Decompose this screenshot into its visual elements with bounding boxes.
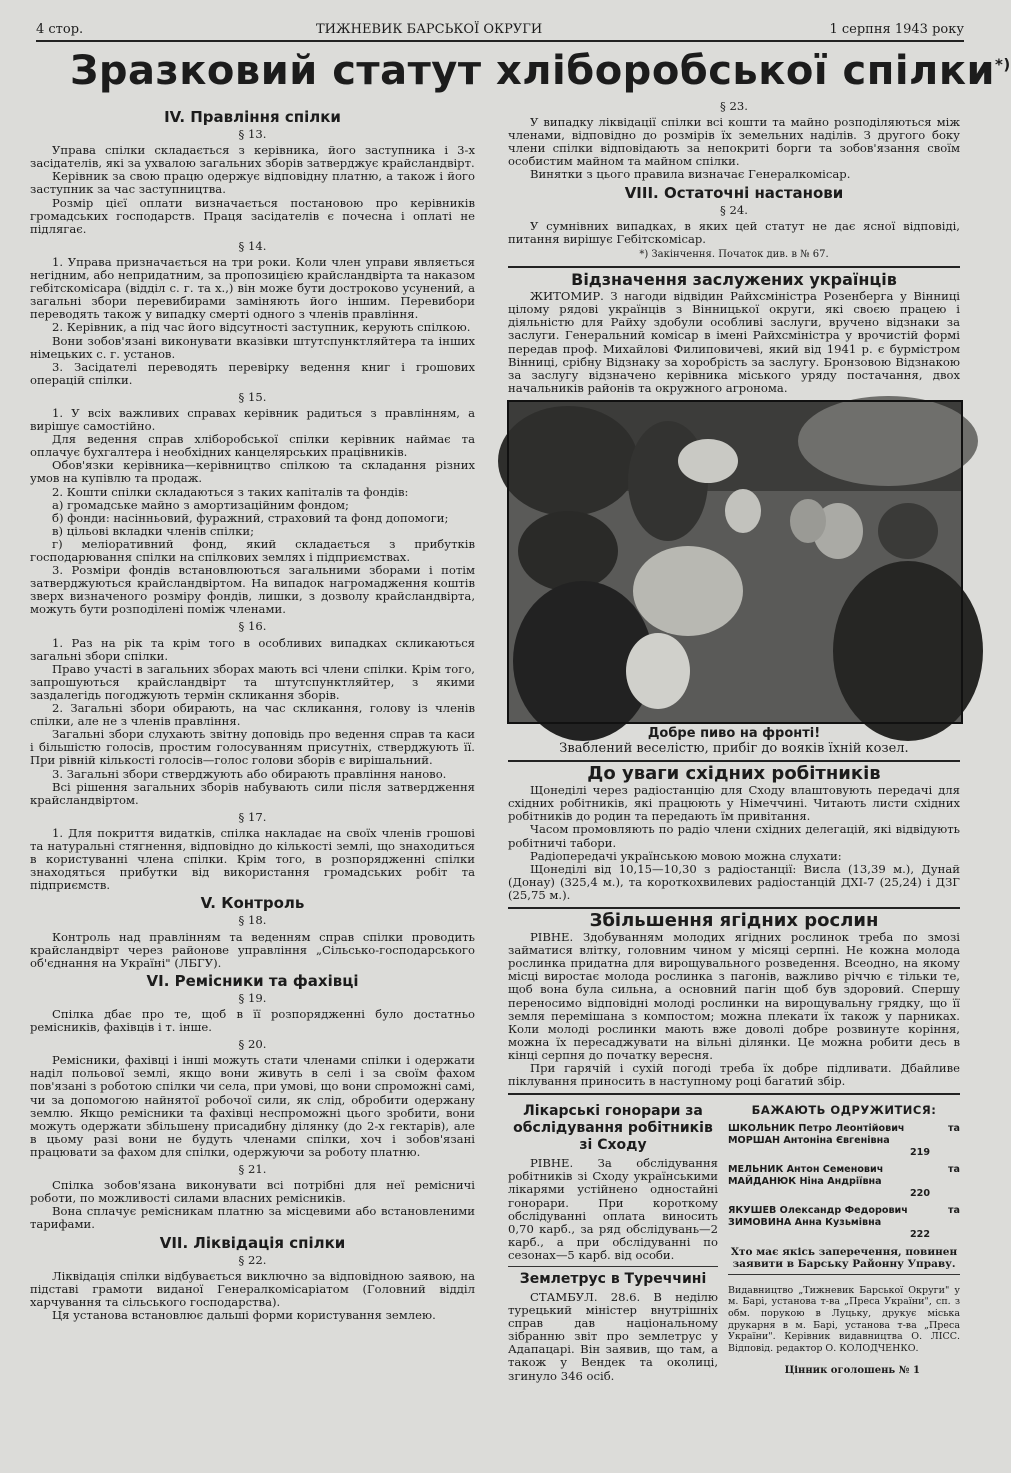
article-text: РІВНЕ. Здобуванням молодих ягідних рослинок треба по змозі займатися влітку, головним чином у місяці серпні. Не кожна молода рослинка придатна для вирощувального розведення. Всеодно, на якому місці виростає молода рослинка з пагонів, важливо річчю є тільки те, щоб вона була сильна, а основний пагін щоб був здоровий. Спершу переносимо відповідні молоді рослинки на вирощувальну грядку, що її земля перемішана з компостом; можна плекати їх також у парниках. Коли молоді рослинки мають вже доволі добре розвинуте коріння, можна їх пересаджувати на вільні ділянки. Це можна робити десь в кінці серпня до початку вересня.	[508, 930, 960, 1062]
paragraph-number: § 20.	[238, 1037, 267, 1052]
photo-bucket	[678, 439, 738, 483]
photo-soldier-right	[833, 561, 983, 741]
article-text: РІВНЕ. За обслідування робітників зі Сходу українськими лікарями устійнено одностайні гонорари. При короткому обслідуванні оплата виносить 0,70 карб., за ряд обслідувань—2 карб., а при обслідуванні по сезонах—5 карб. від особи.	[508, 1156, 718, 1262]
photo-face	[790, 499, 826, 543]
entry-number: 219	[909, 1147, 930, 1159]
left-column	[30, 106, 475, 1322]
bride-name: МАЙДАНЮК Ніна Андріївна	[728, 1176, 882, 1188]
fees-headline: Лікарські гонорари за обслідування робітників зі Сходу	[513, 1103, 713, 1154]
issue-date: 1 серпня 1943 року	[829, 22, 964, 37]
article-text: Право участі в загальних зборах мають всі члени спілки. Крім того, запрошуються крайсландвірт та штутспунктляйтер, з якими заздалегідь погоджують термін скликання зборів.	[30, 661, 475, 702]
entry-number: 220	[909, 1188, 930, 1200]
photo-helmet	[518, 511, 618, 591]
groom-name: МЕЛЬНИК Антон Семенович	[728, 1164, 884, 1176]
article-text: 2. Загальні збори обирають, на час скликання, голову із членів спілки, але не з членів правління.	[30, 701, 475, 729]
divider	[508, 760, 960, 762]
photo-image	[508, 401, 962, 723]
photo-goat	[633, 546, 743, 636]
bottom-right-column	[728, 1100, 960, 1382]
paragraph-number: § 15.	[238, 389, 267, 404]
article-text: 1. У всіх важливих справах керівник радиться з правлінням, а вирішує самостійно.	[30, 405, 475, 434]
paragraph-number: § 13.	[238, 127, 267, 142]
right-column	[508, 96, 960, 1383]
bride-name: МОРШАН Антоніна Євгенівна	[728, 1135, 890, 1147]
newspaper-title: ТИЖНЕВИК БАРСЬКОЇ ОКРУГИ	[316, 22, 543, 37]
divider	[728, 1274, 960, 1275]
conjunction: та	[947, 1164, 960, 1176]
article-text: Всі рішення загальних зборів набувають сили після затвердження крайсландвіртом.	[30, 779, 475, 807]
article-text: Щонеділі від 10,15—10,30 з радіостанції: Висла (13,39 м.), Дунай (Донау) (325,4 м.), та короткохвилевих радіостанцій ДХІ-7 (25,24) і ДЗГ (25,75 м.).	[508, 861, 960, 902]
paragraph-number: § 23.	[720, 99, 748, 113]
article-text: б) фонди: насінньовий, фуражний, страховий та фонд допомоги;	[52, 510, 449, 525]
article-text: Щонеділі через радіостанцію для Сходу влаштовують передачі для східних робітників, які працюють у Німеччині. Читають листи східних робітників до родин та передають їм привітання.	[508, 783, 960, 824]
article-text: г) меліоративний фонд, який складається з прибутків господарювання спілки на спілкових землях і підприємствах.	[30, 536, 475, 564]
article-text: Контроль над правлінням та веденням справ спілки проводить крайсландвірт через районове управління „Сільсько-господарського об'єднання на Україні" (ЛБГУ).	[30, 929, 475, 970]
photo-caption-title: Добре пиво на фронті!	[647, 725, 821, 741]
article-text: Вони зобов'язані виконувати вказівки штутспунктляйтера та інших німецьких с. г. установ.	[30, 333, 475, 361]
paragraph-number: § 18.	[238, 913, 267, 928]
section-heading: V. Контроль	[200, 894, 305, 913]
article-text: Ця установа встановлює дальші форми користування землею.	[52, 1307, 436, 1322]
marriage-entry	[728, 1123, 960, 1159]
article-text: Керівник за свою працю одержує відповідну платню, а також і його заступник за час заступництва.	[30, 169, 475, 197]
main-headline: Зразковий статут хліборобської спілки*)	[70, 48, 1011, 94]
photo-face	[725, 489, 761, 533]
article-text: Загальні збори слухають звітну доповідь про ведення справ та каси і більшістю голосів, простим голосуванням присутніх, стверджують її. При рівній кількості голосів—голос голови зборів є вирішальний.	[30, 727, 475, 768]
photo-sky-patch	[798, 396, 978, 486]
article-text: Для ведення справ хліборобської спілки керівник наймає та оплачує бухгалтера і необхідних канцелярських працівників.	[30, 432, 475, 460]
article-text: Розмір цієї оплати визначається постановою про керівників громадських господарств. Праця засідателів є почесна і оплаті не підлягає.	[30, 195, 475, 236]
quake-headline: Землетрус в Туреччині	[519, 1270, 707, 1287]
groom-name: ЯКУШЕВ Олександр Федорович	[728, 1205, 908, 1217]
groom-name: ШКОЛЬНИК Петро Леонтійович	[728, 1123, 905, 1135]
article-text: Управа спілки складається з керівника, його заступника і 3-х засідателів, які за ухвалою загальних зборів затверджує крайсландвірт.	[30, 143, 475, 171]
article-text: 2. Кошти спілки складаються з таких капіталів та фондів:	[52, 484, 409, 499]
divider	[508, 1266, 718, 1267]
paragraph-number: § 19.	[238, 990, 267, 1005]
article-text: 2. Керівник, а під час його відсутності заступник, керують спілкою.	[52, 320, 471, 335]
article-text: Часом промовляють по радіо члени східних делегацій, які відвідують робітничі табори.	[508, 822, 960, 850]
section-heading: IV. Правління спілки	[164, 108, 341, 126]
paragraph-number: § 14.	[238, 238, 267, 253]
article-text: 1. Управа призначається на три роки. Коли член управи являється негідним, або непридатним, за пропозицією крайсландвірта та наказом гебітскомісара (відділ с. г. та х.,) він може бути достроково усунений, а загальні збори перевибирами заміняють його іншим. Перевибори переводять також у випадку смерті одного з членів правління.	[30, 254, 475, 322]
publisher-info: Видавництво „Тижневик Барської Округи" у м. Барі, установа т-ва „Преса України", сп. з обм. порукою в Луцьку, друкує міська друкарня в м. Барі, установа т-ва „Преса України". Керівник видавництва О. ЛІСС. Відповід. редактор О. КОЛОДЧЕНКО.	[728, 1284, 960, 1354]
article-text: Спілка зобов'язана виконувати всі потрібні для неї ремісничі роботи, по можливості силами власних ремісників.	[30, 1178, 475, 1206]
divider	[508, 266, 960, 268]
paragraph-number: § 22.	[238, 1252, 267, 1267]
article-text: При гарячій і сухій погоді треба їх добре підливати. Дбайливе піклування приносить в наступному році багатий збір.	[508, 1061, 960, 1089]
section-heading: VI. Ремісники та фахівці	[146, 971, 359, 990]
article-text: Спілка дбає про те, щоб в її розпорядженні було достатньо ремісників, фахівців і т. інше.	[30, 1007, 475, 1035]
paragraph-number: § 21.	[238, 1162, 267, 1177]
ad-price: Цінник оголошень № 1	[784, 1364, 920, 1376]
article-text: Обов'язки керівника—керівництво спілкою та складання різних умов на купівлю та продаж.	[30, 458, 475, 486]
marriage-note: Хто має якісь заперечення, повинен заявити в Барську Районну Управу.	[730, 1246, 958, 1271]
article-text: 3. Розміри фондів встановлюються загальними зборами і потім затверджуються крайсландвіртом. На випадок нагромадження коштів зверх визначеного розміру фондів, лишки, з дозволу крайсландвірта, можуть бути розподілені поміж членами.	[30, 563, 475, 617]
paragraph-number: § 16.	[238, 619, 267, 634]
marriage-entry	[728, 1205, 960, 1241]
article-text: 1. Для покриття видатків, спілка накладає на своїх членів грошові та натуральні стягнення, відповідно до кількості землі, що знаходиться в користуванні члена спілки. Крім того, в розпорядженні спілки знаходяться прибутки від використання громадських робіт та підприємств.	[30, 825, 475, 893]
bottom-left-column	[508, 1100, 718, 1382]
conjunction: та	[947, 1205, 960, 1217]
section-heading: VIII. Остаточні настанови	[624, 183, 844, 202]
bottom-section	[508, 1100, 960, 1382]
page-header	[36, 22, 964, 42]
article-text: Радіопередачі українською мовою можна слухати:	[530, 848, 842, 863]
article-text: ЖИТОМИР. З нагоди відвідин Райхсміністра Розенберга у Вінниці цілому рядові українців з Вінницької округи, які своєю працею і діяльністю для Райху здобули особливі заслуги, вручено відзнаки за заслуги. Генеральний комісар в імені Райхсміністра у врочистій формі передав проф. Михайлові Филиповичеві, який від 1941 р. є бурмістром Вінниці, срібну Відзнаку за хоробрість за заслугу. Бронзовою Відзнакою за заслугу відзначено керівника міського уряду постачання, двох начальників районів та окружного агронома.	[508, 289, 960, 395]
paragraph-number: § 24.	[720, 202, 748, 217]
award-headline: Відзначення заслужених українців	[571, 270, 897, 290]
bride-name: ЗИМОВИНА Анна Кузьмівна	[728, 1217, 882, 1229]
footnote: *) Закінчення. Початок див. в № 67.	[639, 248, 829, 260]
article-text: Винятки з цього правила визначає Генералкомісар.	[530, 167, 851, 182]
divider	[508, 907, 960, 909]
page-number: 4 стор.	[36, 22, 84, 37]
workers-headline: До уваги східних робітників	[587, 763, 881, 785]
article-text: СТАМБУЛ. 28.6. В неділю турецький міністер внутрішніх справ дав національному зібранню звіт про землетрус у Адапацарі. Він заявив, що там, а також у Вендек та околиці, згинуло 346 осіб.	[508, 1289, 718, 1383]
article-text: а) громадське майно з амортизаційним фондом;	[52, 497, 349, 512]
article-text: У сумнівних випадках, в яких цей статут не дає ясної відповіді, питання вирішує Гебітскомісар.	[508, 218, 960, 246]
footnote-mark: *)	[995, 55, 1011, 74]
photo-tree	[498, 406, 638, 516]
conjunction: та	[947, 1123, 960, 1135]
article-text: 3. Засідателі переводять перевірку ведення книг і грошових операцій спілки.	[30, 359, 475, 387]
article-text: в) цільові вкладки членів спілки;	[52, 523, 255, 538]
entry-number: 222	[909, 1229, 930, 1241]
photo-cap	[878, 503, 938, 559]
section-heading: VII. Ліквідація спілки	[159, 1233, 346, 1252]
article-text: У випадку ліквідації спілки всі кошти та майно розподіляються між членами, відповідно до розмірів їх земельних наділів. З другого боку члени спілки відповідають за непокриті борги та зобов'язання своїм особистим майном та майном спілки.	[508, 115, 960, 169]
article-text: 1. Раз на рік та крім того в особливих випадках скликаються загальні збори спілки.	[30, 635, 475, 663]
berries-headline: Збільшення ягідних рослин	[589, 910, 879, 931]
article-text: Вона сплачує ремісникам платню за місцевими або встановленими тарифами.	[30, 1204, 475, 1232]
photo-caption: Зваблений веселістю, прибіг до вояків їхній козел.	[559, 740, 909, 756]
paragraph-number: § 17.	[238, 809, 267, 824]
article-text: Ліквідація спілки відбувається виключно за відповідною заявою, на підставі грамоти виданої Генералкомісаріатом (Головний відділ харчування та сільського господарства).	[30, 1268, 475, 1309]
photo-soldiers-goat	[508, 401, 962, 723]
marriage-entry	[728, 1164, 960, 1200]
article-text: Ремісники, фахівці і інші можуть стати членами спілки і одержати наділ польової землі, якщо вони живуть в селі і за своїм фахом пов'язані з роботою спілки чи села, при умові, що вони спроможні самі, чи за допомогою найнятої робочої сили, як слід, обробити одержану землю. Якщо ремісники та фахівці неспроможні цього зробити, вони можуть одержати збільшену присадибну ділянку (до 2-х гектарів), але в цьому разі вони не будуть членами спілки, хоч і зобов'язані працювати за фахом для спілки, одержуючи за роботу платню.	[30, 1053, 475, 1159]
divider	[508, 1093, 960, 1095]
article-text: 3. Загальні збори стверджують або обирають правління наново.	[52, 766, 447, 781]
photo-jar	[626, 633, 690, 709]
marriage-headline: БАЖАЮТЬ ОДРУЖИТИСЯ:	[751, 1103, 937, 1118]
